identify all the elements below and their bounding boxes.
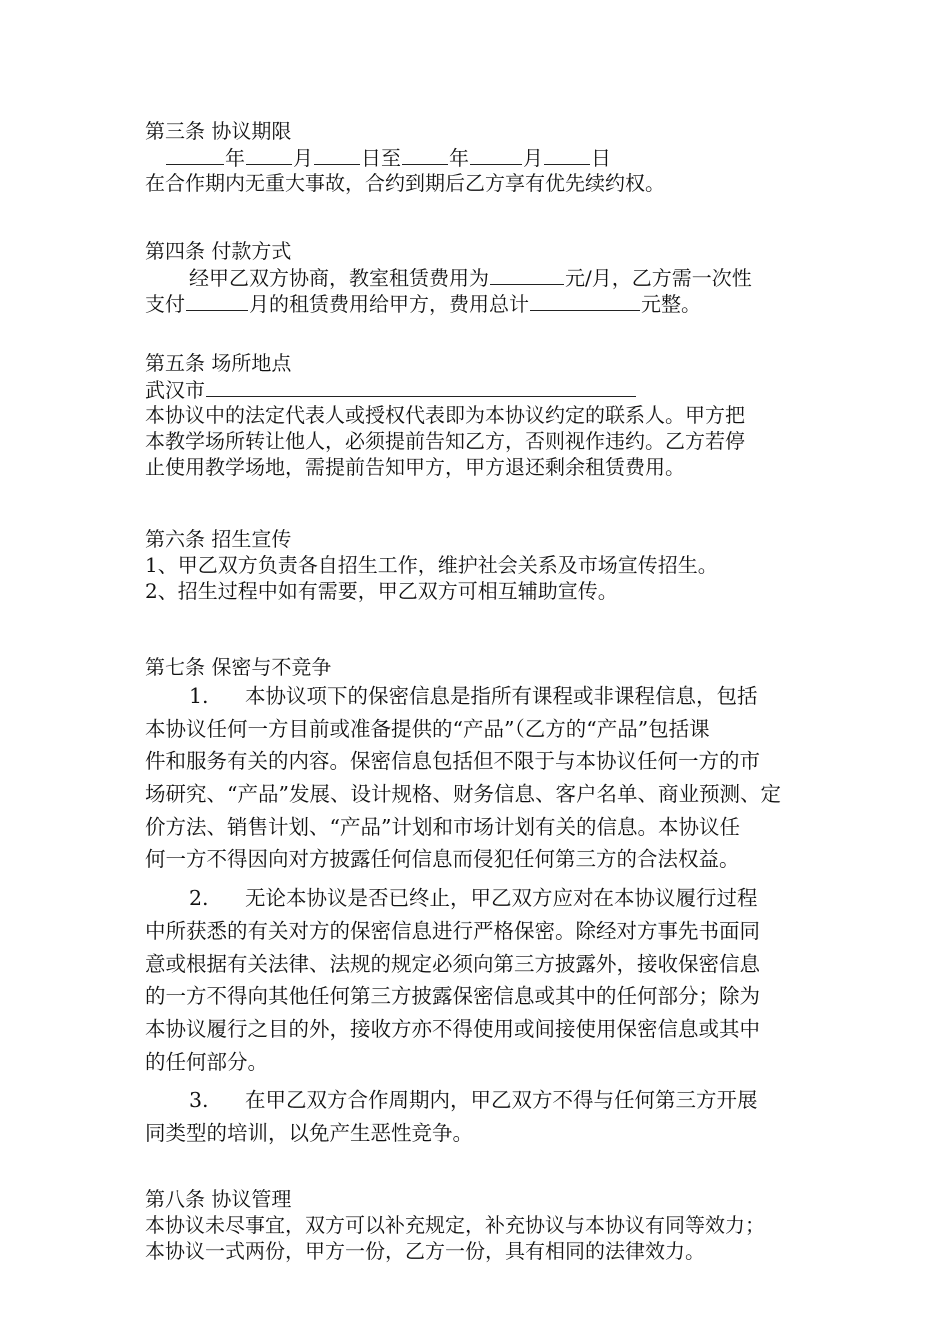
clause-text-line: 场研究、“产品”发展、设计规格、财务信息、客户名单、商业预测、定 [145,782,781,807]
clause-text-line: 的一方不得向其他任何第三方披露保密信息或其中的任何部分；除为 [145,984,760,1009]
article-5-text-line: 止使用教学场地，需提前告知甲方，甲方退还剩余租赁费用。 [145,455,685,479]
clause-text-line: 何一方不得因向对方披露任何信息而侵犯任何第三方的合法权益。 [145,847,740,872]
article-6-title: 第六条 招生宣传 [145,527,292,551]
confidentiality-clause-2 [145,882,815,915]
start-month-blank[interactable] [246,144,292,165]
article-6-item: 2、招生过程中如有需要，甲乙双方可相互辅助宣传。 [145,579,618,603]
clause-text-line: 件和服务有关的内容。保密信息包括但不限于与本协议任何一方的市 [145,749,760,774]
agreement-period-dates [145,144,815,170]
clause-text-line: 中所获悉的有关对方的保密信息进行严格保密。除经对方事先书面同 [145,918,760,943]
payment-line-2 [145,290,815,316]
confidentiality-clause-3 [145,1084,815,1117]
city-label: 武汉市 [145,378,205,402]
payment-text: 月的租赁费用给甲方，费用总计 [249,292,529,316]
clause-text-line: 本协议任何一方目前或准备提供的“产品”（乙方的“产品”包括课 [145,716,710,741]
day-label: 日 [591,146,611,170]
year-label: 年 [449,146,469,170]
article-3-text: 在合作期内无重大事故，合约到期后乙方享有优先续约权。 [145,171,665,195]
payment-text: 元/月，乙方需一次性 [565,266,752,290]
clause-number: 1. [189,684,209,708]
end-month-blank[interactable] [470,144,522,165]
address-blank[interactable] [206,376,636,397]
article-5-text-line: 本协议中的法定代表人或授权代表即为本协议约定的联系人。甲方把 [145,403,745,427]
month-label: 月 [523,146,543,170]
payment-text: 支付 [145,292,185,316]
clause-number: 3. [189,1088,209,1113]
article-7-body [145,680,815,1150]
clause-number: 2. [189,886,209,911]
article-4-title: 第四条 付款方式 [145,239,292,263]
article-7-title: 第七条 保密与不竞争 [145,655,332,679]
article-5-title: 第五条 场所地点 [145,351,292,375]
confidentiality-clause-1 [145,680,815,713]
start-year-blank[interactable] [166,144,224,165]
clause-text-line: 的任何部分。 [145,1049,268,1074]
monthly-rent-blank[interactable] [490,264,564,285]
months-blank[interactable] [186,290,248,311]
article-8-text-line: 本协议未尽事宜，双方可以补充规定，补充协议与本协议有同等效力； [145,1212,765,1237]
document-page [145,118,815,1264]
clause-text: 无论本协议是否已终止，甲乙双方应对在本协议履行过程 [245,886,758,911]
article-8-title: 第八条 协议管理 [145,1186,292,1211]
end-year-blank[interactable] [402,144,448,165]
clause-text-line: 意或根据有关法律、法规的规定必须向第三方披露外，接收保密信息 [145,951,760,976]
total-fee-blank[interactable] [530,290,640,311]
end-day-blank[interactable] [544,144,590,165]
article-5-text-line: 本教学场所转让他人，必须提前告知乙方，否则视作违约。乙方若停 [145,429,745,453]
clause-text-line: 同类型的培训，以免产生恶性竞争。 [145,1120,473,1145]
article-3-title: 第三条 协议期限 [145,119,292,143]
clause-text-line: 本协议履行之目的外，接收方亦不得使用或间接使用保密信息或其中 [145,1016,760,1041]
payment-line-1 [145,264,815,290]
article-8-text-line: 本协议一式两份，甲方一份，乙方一份，具有相同的法律效力。 [145,1238,705,1263]
month-label: 月 [293,146,313,170]
clause-text-line: 价方法、销售计划、“产品”计划和市场计划有关的信息。本协议任 [145,814,740,839]
year-label: 年 [225,146,245,170]
location-line [145,376,815,402]
clause-text: 本协议项下的保密信息是指所有课程或非课程信息，包括 [245,684,758,708]
clause-text: 在甲乙双方合作周期内，甲乙双方不得与任何第三方开展 [245,1088,758,1113]
start-day-blank[interactable] [314,144,360,165]
article-6-item: 1、甲乙双方负责各自招生工作，维护社会关系及市场宣传招生。 [145,553,718,577]
payment-text: 经甲乙双方协商，教室租赁费用为 [189,266,489,290]
day-to-label: 日至 [361,146,401,170]
payment-text: 元整。 [641,292,701,316]
